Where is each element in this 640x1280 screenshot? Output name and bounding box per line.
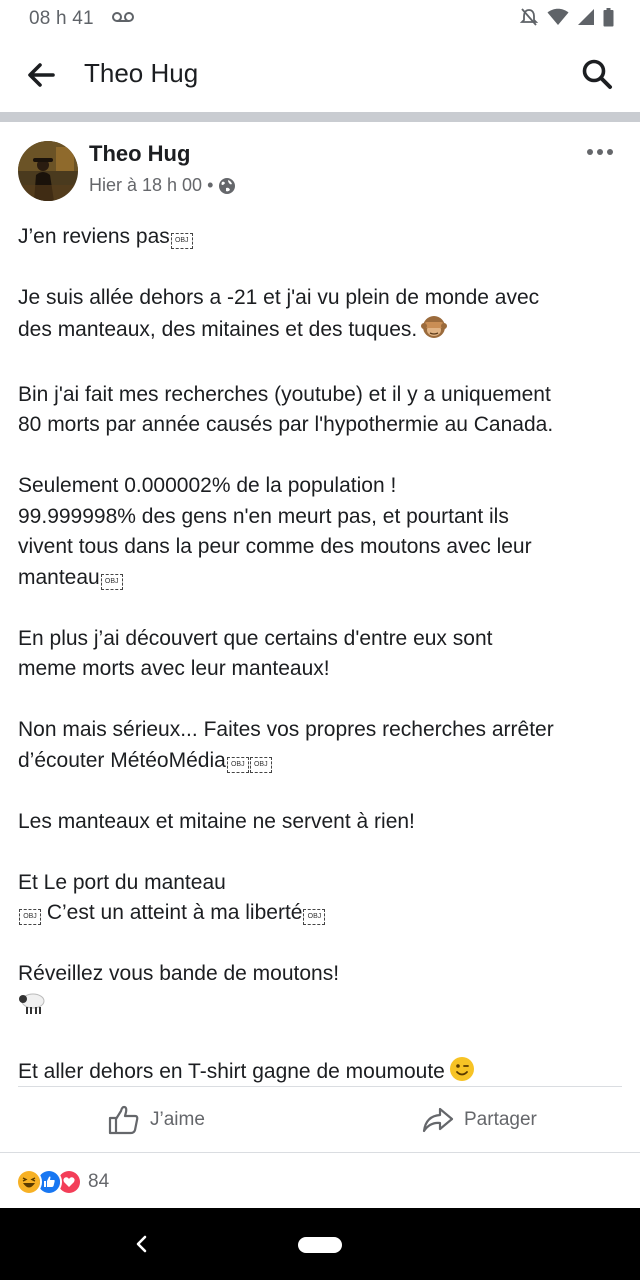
post-paragraph (18, 380, 628, 441)
post-text-line (18, 807, 628, 838)
post-text: J’en reviens pas (18, 225, 170, 248)
post-emoji-line (18, 990, 628, 1026)
post-paragraph (18, 715, 628, 776)
post-text-line (18, 283, 628, 314)
post-text: des manteaux, des mitaines et des tuques. (18, 317, 418, 341)
post-text-line (18, 380, 628, 411)
post-text: Bin j'ai fait mes recherches (youtube) et il y a uniquement (18, 382, 551, 406)
like-label: J’aime (150, 1109, 205, 1130)
post-text-line (18, 410, 628, 441)
post-text: Et aller dehors en T-shirt gagne de moumoute (18, 1059, 445, 1083)
post-text-line (18, 898, 628, 929)
share-arrow-icon (422, 1106, 454, 1134)
status-time: 08 h 41 (29, 8, 94, 29)
post-paragraph (18, 959, 628, 1025)
post-text: Je suis allée dehors a -21 et j'ai vu plein de monde avec (18, 286, 540, 309)
like-button[interactable] (108, 1100, 205, 1140)
post-paragraph (18, 807, 628, 838)
see-no-evil-monkey-emoji-icon (421, 314, 447, 350)
post-text-line (18, 563, 628, 594)
post-paragraph (18, 471, 628, 593)
post-text: Seulement 0.000002% de la population ! (18, 474, 397, 497)
haha-reaction-icon (16, 1169, 42, 1195)
post-text: vivent tous dans la peur comme des moutons avec leur (18, 535, 532, 558)
post-paragraph (18, 868, 628, 929)
share-label: Partager (464, 1109, 537, 1130)
post-text-line (18, 532, 628, 563)
post-text-line (18, 314, 628, 350)
post-text: Non mais sérieux... Faites vos propres recherches arrêter (18, 718, 554, 741)
nav-home-button[interactable] (298, 1237, 342, 1253)
search-icon[interactable] (581, 58, 613, 90)
unsupported-glyph-placeholder: OBJ (19, 909, 41, 925)
unsupported-glyph-placeholder: OBJ (250, 757, 272, 773)
author-name[interactable]: Theo Hug (89, 141, 191, 166)
voicemail-icon (112, 11, 134, 23)
post-text: Les manteaux et mitaine ne servent à rien! (18, 809, 415, 833)
do-not-disturb-icon (519, 7, 539, 27)
section-divider (0, 112, 640, 122)
more-options-icon[interactable] (586, 142, 614, 162)
post-text: 80 morts par année causés par l'hypothermie au Canada. (18, 413, 554, 436)
thumbs-up-icon (108, 1105, 140, 1135)
post-text: Réveillez vous bande de moutons! (18, 962, 340, 985)
post-text-line (18, 959, 628, 990)
back-arrow-icon[interactable] (27, 62, 55, 88)
nav-back-icon[interactable] (132, 1234, 150, 1254)
post-meta (89, 175, 236, 196)
unsupported-glyph-placeholder: OBJ (171, 233, 193, 249)
post-timestamp[interactable]: Hier à 18 h 00 (89, 175, 203, 195)
post-text: manteau (18, 565, 100, 589)
battery-icon (603, 8, 614, 27)
status-icons (519, 7, 614, 27)
post-text: C’est un atteint à ma liberté (41, 901, 303, 924)
reactions-divider (0, 1152, 640, 1153)
post-text-line (18, 471, 628, 502)
globe-icon (218, 177, 236, 195)
post-text-line (18, 624, 628, 655)
post-text: meme morts avec leur manteaux! (18, 657, 330, 680)
action-divider (18, 1086, 622, 1087)
post-text: 99.999998% des gens n'en meurt pas, et pourtant ils (18, 504, 509, 528)
reactions-summary[interactable] (16, 1168, 109, 1196)
meta-separator: • (207, 175, 214, 195)
post-text: d’écouter MétéoMédia (18, 748, 226, 772)
post-paragraph (18, 283, 628, 349)
post-paragraph (18, 222, 628, 253)
sheep-emoji-icon (18, 990, 48, 1026)
avatar[interactable] (18, 141, 78, 201)
app-bar (0, 38, 640, 112)
post-text: Et Le port du manteau (18, 870, 226, 894)
unsupported-glyph-placeholder: OBJ (227, 757, 249, 773)
post-text-line (18, 222, 628, 253)
wifi-icon (547, 8, 569, 26)
post-text-line (18, 502, 628, 533)
reaction-count: 84 (88, 1171, 110, 1192)
share-button[interactable] (422, 1100, 537, 1140)
page-title: Theo Hug (84, 58, 199, 88)
signal-icon (577, 8, 595, 26)
system-nav-bar (0, 1208, 640, 1280)
post-paragraph (18, 624, 628, 685)
post-text-line (18, 746, 628, 777)
post-text-line (18, 654, 628, 685)
post-text-line (18, 715, 628, 746)
status-bar (0, 0, 640, 38)
unsupported-glyph-placeholder: OBJ (101, 574, 123, 590)
post-text-line (18, 868, 628, 899)
unsupported-glyph-placeholder: OBJ (303, 909, 325, 925)
post-text: En plus j’ai découvert que certains d'entre eux sont (18, 626, 493, 650)
post-body (18, 222, 628, 1122)
